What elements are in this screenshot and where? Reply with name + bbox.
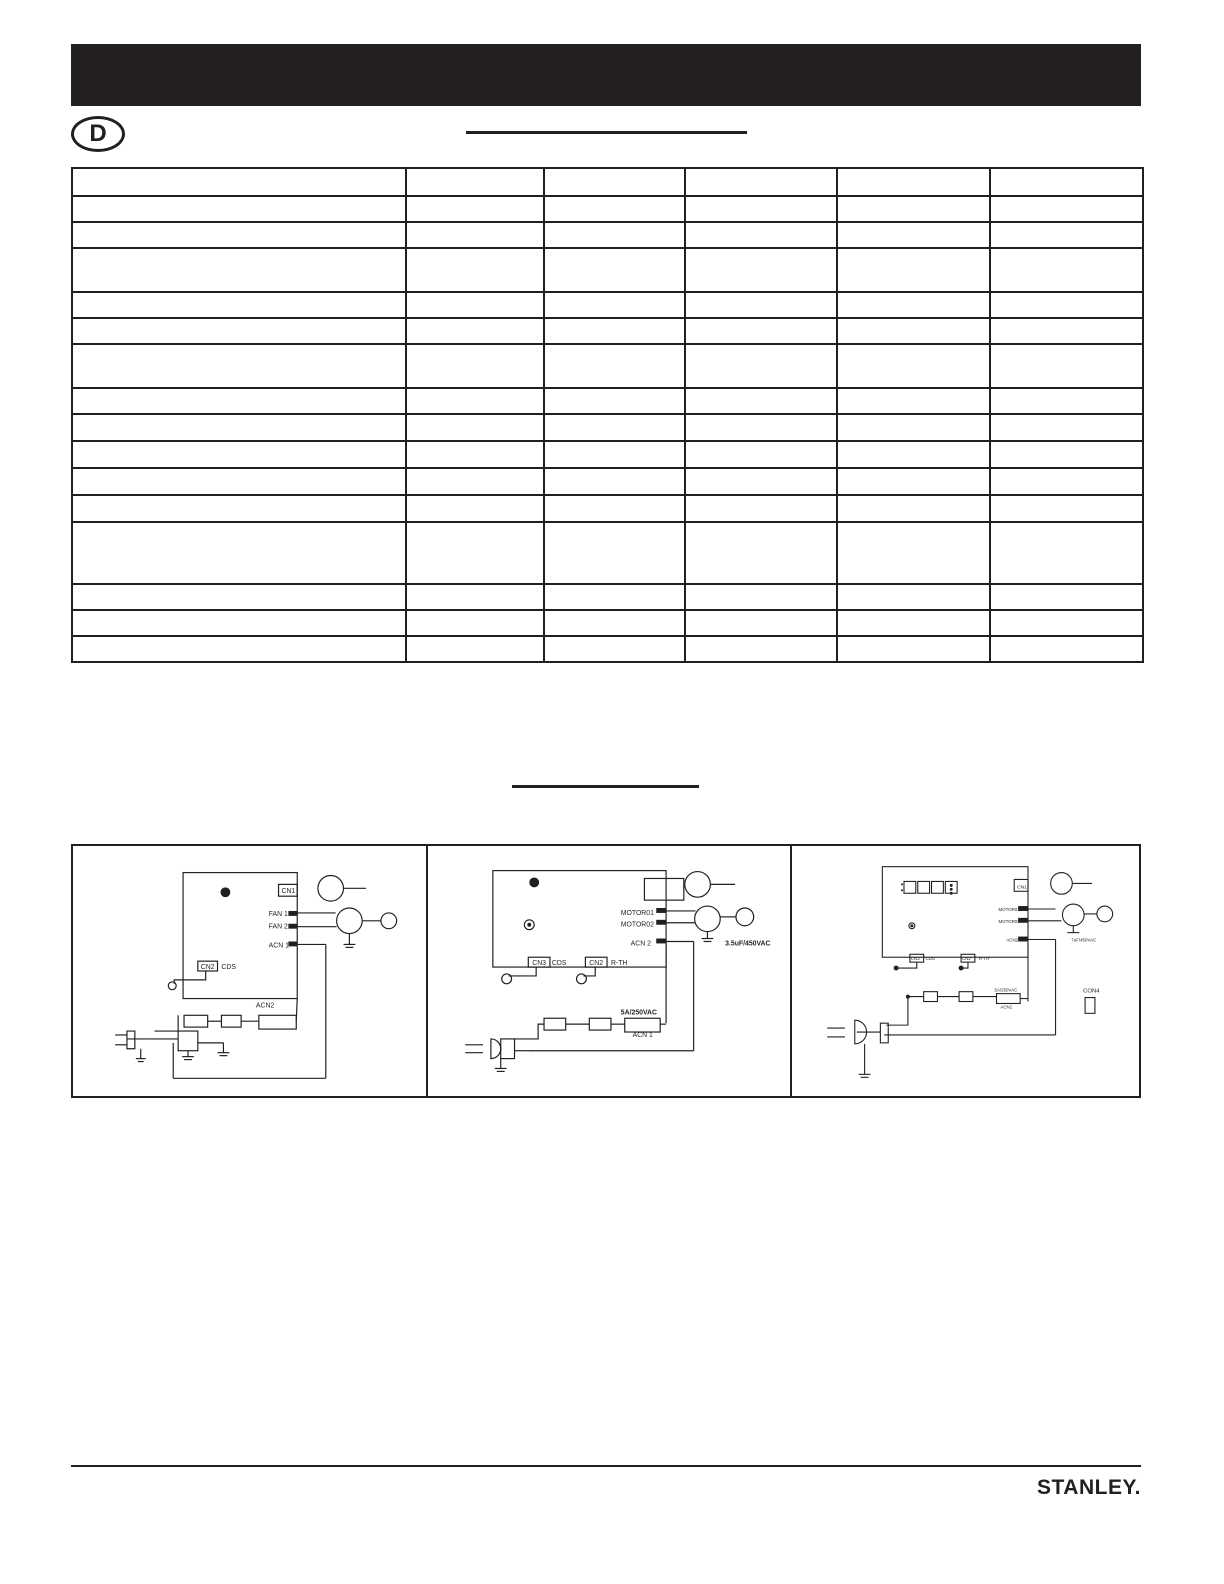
- table-cell: [990, 636, 1143, 662]
- table-cell: [406, 388, 544, 414]
- diagram2-acn1-label: ACN 1: [632, 1031, 653, 1039]
- diagram1-acn1-label: ACN 1: [268, 942, 289, 950]
- wiring-diagram-2-svg: [428, 846, 790, 1096]
- header-bar: [71, 44, 1141, 106]
- wiring-diagram-3: [790, 846, 1139, 1096]
- table-cell: [544, 318, 685, 344]
- table-cell: [990, 222, 1143, 248]
- table-cell: [72, 610, 406, 636]
- table-cell: [685, 610, 837, 636]
- wiring-diagrams: [71, 844, 1141, 1098]
- table-cell: [544, 222, 685, 248]
- table-cell: [544, 168, 685, 196]
- table-cell: [544, 636, 685, 662]
- table-cell: [990, 318, 1143, 344]
- diagram1-fan1-label: FAN 1: [268, 910, 288, 918]
- table-row: [72, 318, 1143, 344]
- table-cell: [406, 584, 544, 610]
- table-cell: [685, 222, 837, 248]
- table-cell: [685, 495, 837, 522]
- table-cell: [72, 248, 406, 292]
- table-row: [72, 584, 1143, 610]
- table-cell: [685, 414, 837, 441]
- table-cell: [990, 522, 1143, 584]
- diagram2-cds-label: CDS: [551, 960, 567, 968]
- table-cell: [544, 584, 685, 610]
- diagram2-rth-label: R-TH: [610, 960, 628, 968]
- table-row: [72, 610, 1143, 636]
- diagram3-motor2-label: MOTOR02: [998, 918, 1020, 924]
- table-row: [72, 292, 1143, 318]
- table-cell: [990, 344, 1143, 388]
- diagram2-cn3-label: CN3: [532, 960, 546, 968]
- diagram1-acn2-label: ACN2: [255, 1002, 275, 1010]
- diagram2-acn2-label: ACN 2: [630, 940, 651, 948]
- table-cell: [406, 636, 544, 662]
- table-cell: [406, 414, 544, 441]
- table-cell: [990, 196, 1143, 222]
- table-cell: [544, 468, 685, 495]
- table-cell: [685, 441, 837, 468]
- diagram2-motor02-label: MOTOR02: [620, 921, 654, 929]
- table-cell: [544, 292, 685, 318]
- wiring-diagram-3-svg: [792, 846, 1139, 1096]
- table-cell: [685, 522, 837, 584]
- table-cell: [544, 441, 685, 468]
- table-cell: [406, 441, 544, 468]
- table-cell: [406, 495, 544, 522]
- table-cell: [72, 388, 406, 414]
- table-cell: [837, 388, 990, 414]
- table-cell: [544, 248, 685, 292]
- diagram2-cn2-label: CN2: [589, 960, 604, 968]
- table-cell: [837, 441, 990, 468]
- table-cell: [544, 344, 685, 388]
- table-cell: [990, 495, 1143, 522]
- table-cell: [72, 584, 406, 610]
- diagram2-fuse-label: 5A/250VAC: [620, 1009, 657, 1017]
- specifications-table: [71, 167, 1144, 663]
- table-cell: [837, 522, 990, 584]
- table-cell: [406, 318, 544, 344]
- language-badge: D: [71, 116, 125, 152]
- table-cell: [406, 196, 544, 222]
- diagram3-cn3-label: CN3: [910, 956, 920, 962]
- table-cell: [685, 318, 837, 344]
- diagram3-cn1-label: CN1: [1017, 885, 1028, 891]
- table-cell: [406, 522, 544, 584]
- footer-rule: [71, 1465, 1141, 1467]
- diagram1-fan2-label: FAN 2: [268, 923, 288, 931]
- table-cell: [72, 495, 406, 522]
- table-cell: [406, 248, 544, 292]
- diagram1-cds-label: CDS: [221, 964, 236, 972]
- table-cell: [837, 584, 990, 610]
- diagram3-acn1-label: ACN1: [1000, 1004, 1013, 1010]
- table-row: [72, 196, 1143, 222]
- table-cell: [990, 610, 1143, 636]
- table-row: [72, 468, 1143, 495]
- table-cell: [990, 388, 1143, 414]
- table-cell: [72, 522, 406, 584]
- table-cell: [837, 468, 990, 495]
- table-cell: [990, 468, 1143, 495]
- table-cell: [406, 168, 544, 196]
- table-cell: [406, 610, 544, 636]
- table-cell: [990, 248, 1143, 292]
- diagram3-acn2-label: ACN2: [1006, 937, 1019, 943]
- table-cell: [837, 318, 990, 344]
- wiring-diagram-2: [426, 846, 790, 1096]
- stanley-logo: STANLEY.: [1037, 1476, 1141, 1499]
- table-cell: [72, 222, 406, 248]
- table-cell: [406, 344, 544, 388]
- diagram3-capacitor-label: 7uF/450VAC: [1071, 937, 1097, 943]
- diagram3-cds-label: CDS: [925, 956, 935, 962]
- table-cell: [544, 495, 685, 522]
- table-cell: [72, 292, 406, 318]
- table-cell: [72, 344, 406, 388]
- table-row: [72, 248, 1143, 292]
- table-cell: [72, 441, 406, 468]
- table-row: [72, 414, 1143, 441]
- table-cell: [544, 522, 685, 584]
- table-cell: [837, 222, 990, 248]
- table-cell: [685, 196, 837, 222]
- table-cell: [544, 414, 685, 441]
- diagram3-fuse-label: 5A/250VAC: [994, 987, 1018, 993]
- table-cell: [837, 610, 990, 636]
- table-cell: [837, 248, 990, 292]
- diagram2-capacitor-label: 3.5uF/450VAC: [725, 940, 771, 948]
- table-cell: [990, 584, 1143, 610]
- table-cell: [990, 441, 1143, 468]
- table-cell: [685, 584, 837, 610]
- table-cell: [72, 636, 406, 662]
- table-cell: [72, 414, 406, 441]
- diagram3-cn2-label: CN2: [962, 956, 971, 962]
- table-row: [72, 495, 1143, 522]
- table-cell: [837, 292, 990, 318]
- specifications-title-rule: [466, 131, 747, 134]
- table-cell: [544, 196, 685, 222]
- table-row: [72, 222, 1143, 248]
- table-row: [72, 441, 1143, 468]
- table-cell: [685, 168, 837, 196]
- table-cell: [837, 344, 990, 388]
- table-cell: [837, 495, 990, 522]
- table-cell: [837, 414, 990, 441]
- wiring-diagram-1-svg: [73, 846, 426, 1096]
- table-cell: [544, 610, 685, 636]
- table-cell: [72, 168, 406, 196]
- diagram3-con4-label: CON4: [1083, 988, 1100, 995]
- table-cell: [685, 468, 837, 495]
- diagram1-cn2-label: CN2: [200, 964, 215, 972]
- table-cell: [544, 388, 685, 414]
- diagram3-rth-label: R-TH: [978, 956, 990, 962]
- table-cell: [837, 196, 990, 222]
- table-cell: [685, 388, 837, 414]
- table-cell: [837, 636, 990, 662]
- table-cell: [72, 318, 406, 344]
- table-row: [72, 168, 1143, 196]
- table-row: [72, 388, 1143, 414]
- table-cell: [837, 168, 990, 196]
- wiring-title-rule: [512, 785, 699, 788]
- table-cell: [990, 292, 1143, 318]
- table-cell: [685, 248, 837, 292]
- table-cell: [990, 414, 1143, 441]
- table-cell: [72, 468, 406, 495]
- table-cell: [406, 292, 544, 318]
- table-cell: [72, 196, 406, 222]
- diagram2-motor01-label: MOTOR01: [620, 909, 654, 917]
- table-row: [72, 636, 1143, 662]
- table-row: [72, 344, 1143, 388]
- table-cell: [685, 292, 837, 318]
- diagram1-cn1-label: CN1: [281, 888, 296, 896]
- table-cell: [685, 344, 837, 388]
- table-cell: [406, 222, 544, 248]
- table-cell: [685, 636, 837, 662]
- table-cell: [990, 168, 1143, 196]
- diagram3-motor1-label: MOTOR01: [998, 906, 1020, 912]
- wiring-diagram-1: [73, 846, 426, 1096]
- table-cell: [406, 468, 544, 495]
- table-row: [72, 522, 1143, 584]
